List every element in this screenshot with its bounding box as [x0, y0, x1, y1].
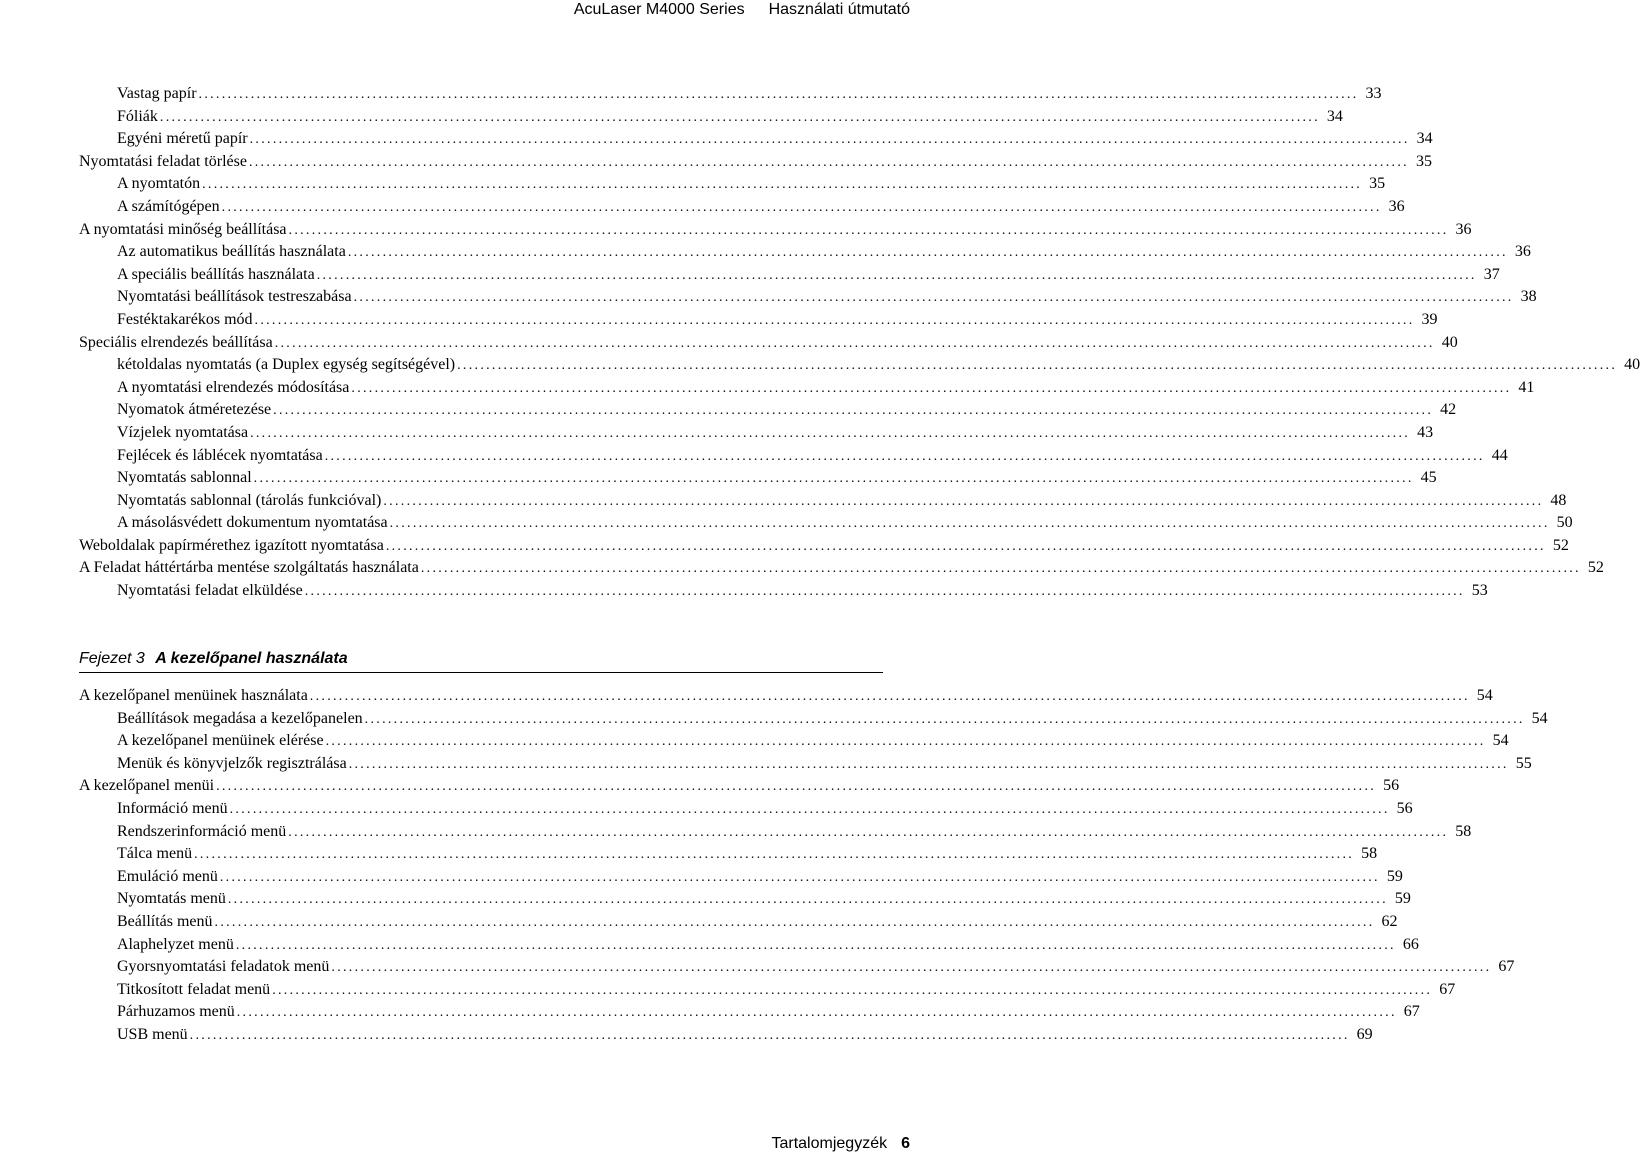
toc-entry[interactable] [79, 709, 1548, 732]
toc-dot-leader: ........................................................................................................................................................................................................ [227, 892, 1388, 908]
toc-entry-page: 36 [1455, 220, 1472, 238]
toc-entry[interactable] [79, 220, 1472, 243]
toc-entry-page: 62 [1381, 912, 1398, 930]
toc-entry-title: Nyomtatás sablonnal (tárolás funkcióval) [117, 491, 382, 509]
toc-entry[interactable] [79, 822, 1472, 845]
toc-entry-title: Beállítás menü [117, 912, 213, 930]
footer-page-number: 6 [901, 1135, 910, 1152]
toc-dot-leader: ........................................................................................................................................................................................................ [316, 267, 1477, 283]
toc-entry-page: 43 [1417, 423, 1434, 441]
toc-entry-page: 34 [1326, 107, 1343, 125]
toc-dot-leader: ........................................................................................................................................................................................................ [194, 847, 1355, 863]
toc-entry[interactable] [79, 912, 1398, 935]
chapter-number: Fejezet 3 [79, 650, 145, 667]
toc-entry-title: A speciális beállítás használata [117, 265, 315, 283]
toc-entry-page: 40 [1441, 333, 1458, 351]
toc-entry-title: Tálca menü [117, 845, 193, 863]
toc-entry-page: 36 [1514, 243, 1531, 261]
toc-entry-title: A nyomtatási elrendezés módosítása [117, 378, 350, 396]
toc-dot-leader: ........................................................................................................................................................................................................ [274, 335, 1435, 351]
toc-entry[interactable] [79, 957, 1515, 980]
toc-entry-page: 52 [1552, 536, 1569, 554]
toc-entry[interactable] [79, 446, 1508, 469]
toc-dot-leader: ........................................................................................................................................................................................................ [221, 199, 1382, 215]
toc-entry-page: 52 [1587, 559, 1604, 577]
toc-entry-page: 35 [1369, 175, 1386, 193]
toc-dot-leader: ........................................................................................................................................................................................................ [236, 1005, 1397, 1021]
toc-entry-title: Nyomtatási feladat törlése [79, 152, 247, 170]
toc-entry[interactable] [79, 799, 1413, 822]
toc-dot-leader: ........................................................................................................................................................................................................ [273, 403, 1434, 419]
chapter-title: A kezelőpanel használata [155, 650, 348, 667]
toc-entry-page: 66 [1402, 935, 1419, 953]
toc-entry-page: 54 [1492, 732, 1509, 750]
toc-dot-leader: ........................................................................................................................................................................................................ [324, 448, 1485, 464]
page-header [574, 0, 910, 24]
toc-entry-page: 34 [1416, 130, 1433, 148]
toc-entry-title: Rendszerinformáció menü [117, 822, 287, 840]
toc-dot-leader: ........................................................................................................................................................................................................ [364, 711, 1525, 727]
toc-dot-leader: ........................................................................................................................................................................................................ [216, 779, 1377, 795]
toc-entry-title: kétoldalas nyomtatás (a Duplex egység segítségével) [117, 356, 456, 374]
toc-entry[interactable] [79, 1002, 1420, 1025]
toc-entry[interactable] [79, 333, 1458, 356]
toc-entry[interactable] [79, 468, 1437, 491]
toc-entry[interactable] [79, 310, 1438, 333]
toc-entry-page: 56 [1396, 799, 1413, 817]
page-footer [771, 1134, 910, 1156]
toc-entry-title: A számítógépen [117, 197, 220, 215]
toc-entry-page: 69 [1356, 1025, 1373, 1043]
toc-entry[interactable] [79, 686, 1493, 709]
toc-entry-page: 37 [1483, 265, 1500, 283]
toc-dot-leader: ........................................................................................................................................................................................................ [219, 869, 1380, 885]
guide-name: Használati útmutató [768, 1, 910, 18]
toc-entry-title: Titkosított feladat menü [117, 980, 271, 998]
toc-entry-page: 50 [1556, 514, 1573, 532]
toc-entry[interactable] [79, 197, 1405, 220]
toc-entry[interactable] [79, 754, 1532, 777]
toc-entry[interactable] [79, 731, 1509, 754]
toc-dot-leader: ........................................................................................................................................................................................................ [389, 516, 1550, 532]
toc-entry-page: 48 [1550, 491, 1567, 509]
toc-entry-title: A kezelőpanel menüi [79, 777, 215, 795]
toc-entry-title: Az automatikus beállítás használata [117, 243, 346, 261]
toc-dot-leader: ........................................................................................................................................................................................................ [159, 109, 1320, 125]
footer-section: Tartalomjegyzék [771, 1135, 888, 1152]
toc-entry-title: Beállítások megadása a kezelőpanelen [117, 709, 363, 727]
toc-dot-leader: ........................................................................................................................................................................................................ [309, 689, 1470, 704]
toc-entry-page: 42 [1440, 401, 1457, 419]
toc-entry[interactable] [79, 980, 1456, 1003]
toc-entry-page: 38 [1520, 288, 1537, 306]
toc-entry[interactable] [79, 581, 1488, 604]
toc-dot-leader: ........................................................................................................................................................................................................ [202, 177, 1363, 193]
chapter-heading [79, 648, 883, 673]
toc-entry-page: 33 [1365, 85, 1382, 102]
toc-entry[interactable] [79, 935, 1419, 958]
toc-dot-leader: ........................................................................................................................................................................................................ [253, 471, 1414, 487]
toc-entry-page: 36 [1388, 197, 1405, 215]
toc-entry-page: 41 [1518, 378, 1535, 396]
toc-entry-page: 67 [1403, 1003, 1420, 1021]
toc-dot-leader: ........................................................................................................................................................................................................ [235, 937, 1396, 953]
toc-entry-title: Emuláció menü [117, 867, 218, 885]
toc-list-top [79, 84, 1640, 604]
toc-dot-leader: ........................................................................................................................................................................................................ [214, 914, 1375, 930]
toc-dot-leader: ........................................................................................................................................................................................................ [347, 245, 1508, 261]
toc-entry[interactable] [79, 152, 1432, 175]
toc-entry[interactable] [79, 867, 1403, 890]
toc-entry[interactable] [79, 844, 1378, 867]
toc-entry-title: Vízjelek nyomtatása [117, 423, 249, 441]
toc-dot-leader: ........................................................................................................................................................................................................ [254, 312, 1415, 328]
toc-entry-page: 39 [1421, 310, 1438, 328]
toc-entry[interactable] [79, 84, 1382, 107]
toc-entry[interactable] [79, 558, 1604, 581]
toc-entry-title: Nyomtatás sablonnal [117, 469, 252, 487]
product-name: AcuLaser M4000 Series [573, 1, 745, 18]
toc-list-bottom [79, 686, 1548, 1048]
toc-entry-page: 53 [1471, 582, 1488, 600]
toc-dot-leader: ........................................................................................................................................................................................................ [304, 584, 1465, 600]
toc-dot-leader: ........................................................................................................................................................................................................ [288, 222, 1449, 238]
toc-entry-page: 54 [1476, 687, 1493, 704]
toc-entry-title: Vastag papír [117, 85, 197, 102]
toc-entry-title: Festéktakarékos mód [117, 310, 253, 328]
toc-entry[interactable] [79, 513, 1573, 536]
toc-entry-page: 44 [1491, 446, 1508, 464]
toc-entry[interactable] [79, 265, 1500, 288]
toc-entry[interactable] [79, 889, 1411, 912]
toc-entry-title: Fóliák [117, 107, 158, 125]
toc-dot-leader: ........................................................................................................................................................................................................ [353, 290, 1514, 306]
toc-entry-title: Weboldalak papírmérethez igazított nyomtatása [79, 536, 384, 554]
toc-entry-title: Menük és könyvjelzők regisztrálása [117, 754, 347, 772]
toc-dot-leader: ........................................................................................................................................................................................................ [249, 132, 1410, 148]
toc-entry[interactable] [79, 129, 1433, 152]
toc-entry-title: Egyéni méretű papír [117, 130, 248, 148]
toc-entry[interactable] [79, 378, 1535, 401]
toc-entry[interactable] [79, 1025, 1373, 1048]
toc-dot-leader: ........................................................................................................................................................................................................ [385, 538, 1546, 554]
toc-entry-title: A Feladat háttértárba mentése szolgáltatás használata [79, 559, 419, 577]
toc-dot-leader: ........................................................................................................................................................................................................ [457, 358, 1618, 374]
toc-entry-page: 59 [1394, 890, 1411, 908]
toc-dot-leader: ........................................................................................................................................................................................................ [383, 493, 1544, 509]
toc-entry-page: 58 [1361, 845, 1378, 863]
toc-entry-title: A másolásvédett dokumentum nyomtatása [117, 514, 388, 532]
toc-entry-page: 59 [1386, 867, 1403, 885]
toc-entry-title: Fejlécek és láblécek nyomtatása [117, 446, 323, 464]
toc-entry[interactable] [79, 536, 1569, 559]
toc-entry[interactable] [79, 174, 1386, 197]
toc-entry[interactable] [79, 400, 1457, 423]
toc-entry[interactable] [79, 776, 1400, 799]
toc-entry-page: 45 [1420, 469, 1437, 487]
toc-dot-leader: ........................................................................................................................................................................................................ [250, 425, 1411, 441]
toc-entry-page: 67 [1439, 980, 1456, 998]
toc-dot-leader: ........................................................................................................................................................................................................ [198, 87, 1359, 102]
toc-entry-title: A nyomtatón [117, 175, 201, 193]
toc-entry-title: Nyomtatás menü [117, 890, 226, 908]
toc-entry[interactable] [79, 491, 1567, 514]
toc-entry[interactable] [79, 355, 1640, 378]
toc-entry-title: Speciális elrendezés beállítása [79, 333, 273, 351]
toc-entry-page: 67 [1498, 958, 1515, 976]
toc-entry[interactable] [79, 423, 1434, 446]
toc-dot-leader: ........................................................................................................................................................................................................ [325, 734, 1486, 750]
toc-entry-title: A nyomtatási minőség beállítása [79, 220, 287, 238]
toc-entry-page: 40 [1624, 356, 1640, 374]
toc-entry-title: Nyomtatási feladat elküldése [117, 582, 303, 600]
toc-entry-title: Gyorsnyomtatási feladatok menü [117, 958, 330, 976]
toc-dot-leader: ........................................................................................................................................................................................................ [420, 561, 1581, 577]
toc-entry-title: A kezelőpanel menüinek elérése [117, 732, 324, 750]
toc-dot-leader: ........................................................................................................................................................................................................ [248, 154, 1409, 170]
toc-entry-title: Nyomtatási beállítások testreszabása [117, 288, 352, 306]
toc-dot-leader: ........................................................................................................................................................................................................ [288, 824, 1449, 840]
toc-entry[interactable] [79, 287, 1537, 310]
toc-dot-leader: ........................................................................................................................................................................................................ [229, 801, 1390, 817]
toc-dot-leader: ........................................................................................................................................................................................................ [348, 756, 1509, 772]
toc-entry[interactable] [79, 107, 1343, 130]
toc-entry-title: A kezelőpanel menüinek használata [79, 687, 308, 704]
toc-dot-leader: ........................................................................................................................................................................................................ [272, 982, 1433, 998]
toc-dot-leader: ........................................................................................................................................................................................................ [189, 1027, 1350, 1043]
toc-entry-page: 58 [1455, 822, 1472, 840]
toc-dot-leader: ........................................................................................................................................................................................................ [331, 960, 1492, 976]
toc-entry-page: 54 [1531, 709, 1548, 727]
toc-entry-page: 35 [1415, 152, 1432, 170]
toc-entry[interactable] [79, 242, 1531, 265]
toc-dot-leader: ........................................................................................................................................................................................................ [351, 380, 1512, 396]
toc-entry-title: Alaphelyzet menü [117, 935, 234, 953]
toc-entry-title: Információ menü [117, 799, 228, 817]
toc-entry-page: 56 [1383, 777, 1400, 795]
toc-entry-title: Párhuzamos menü [117, 1003, 235, 1021]
toc-entry-page: 55 [1515, 754, 1532, 772]
toc-entry-title: USB menü [117, 1025, 188, 1043]
toc-entry-title: Nyomatok átméretezése [117, 401, 272, 419]
